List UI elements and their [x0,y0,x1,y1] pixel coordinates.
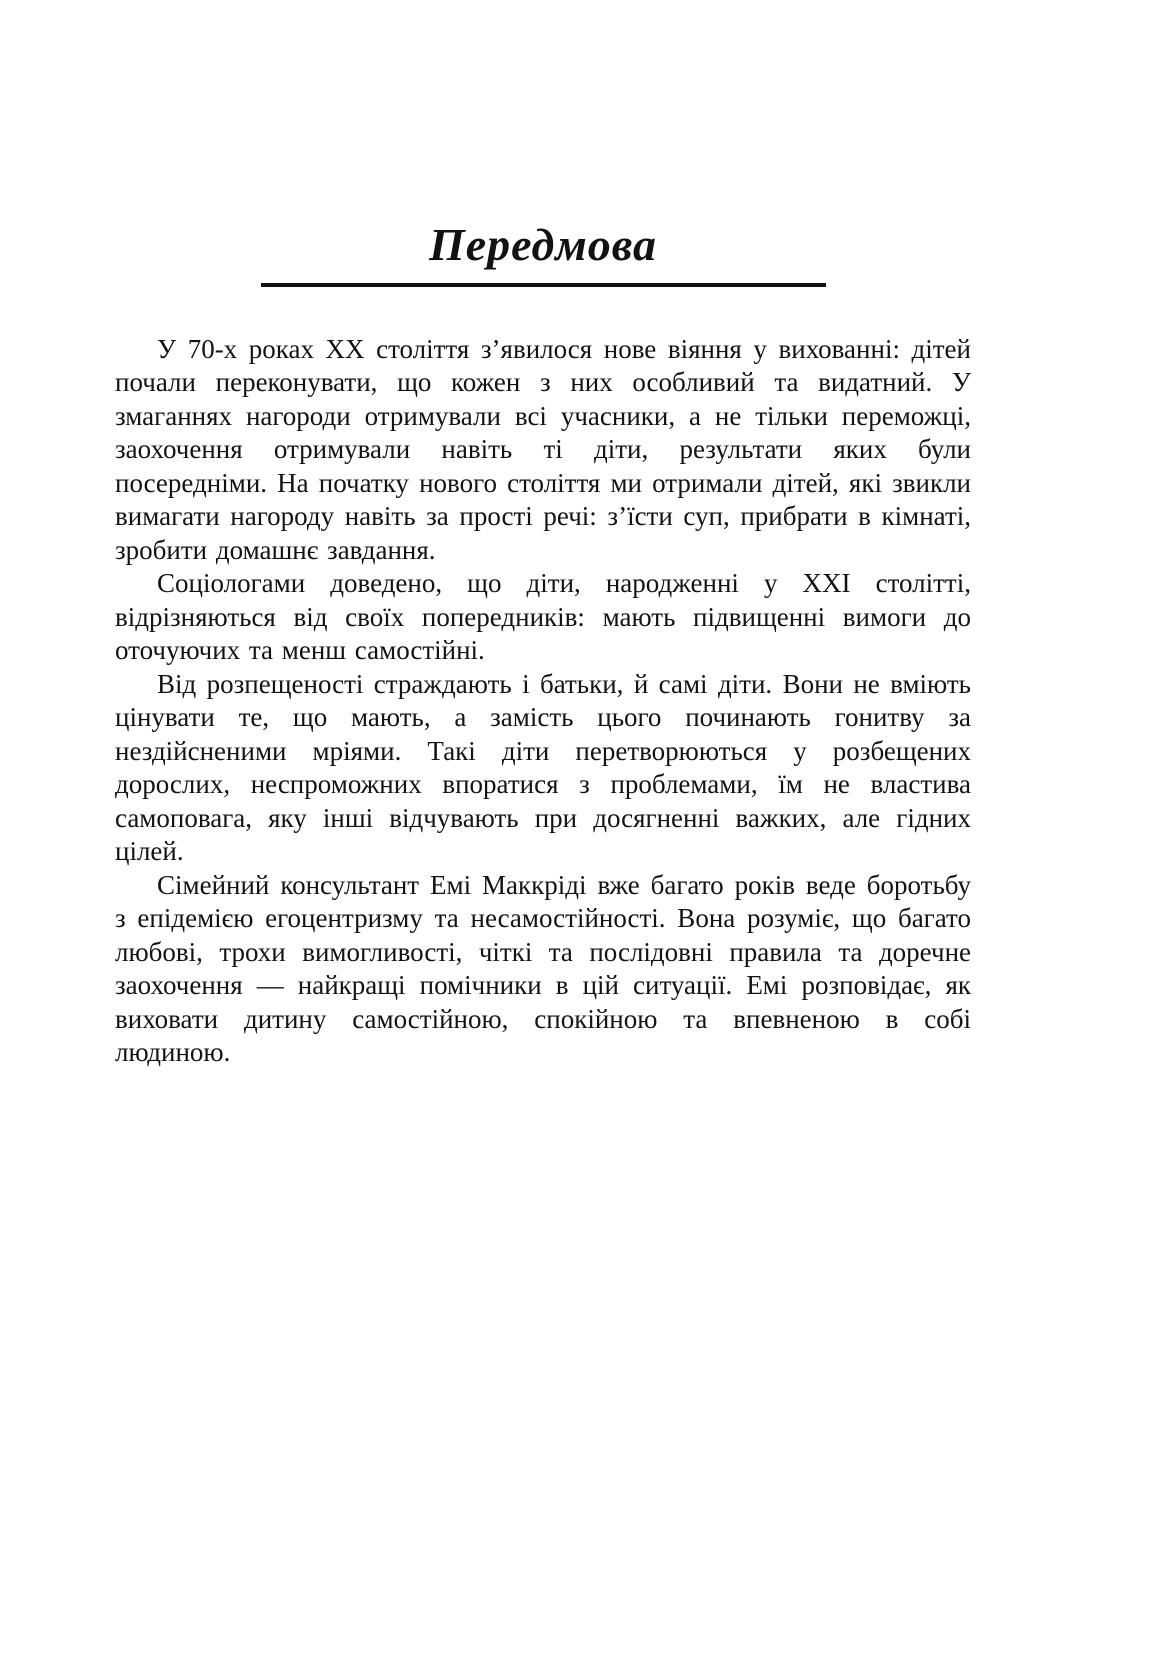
paragraph: У 70-х роках ХХ століття з’явилося нове віяння у вихованні: дітей почали переконувати, що кожен з них особливий та видатний. У змаганнях нагороди отримували всі учасники, а не тільки переможці, заохочення отримували навіть ті діти, результати яких були посередніми. На початку нового століття ми отримали дітей, які звикли вимагати нагороду навіть за прості речі: з’їсти суп, прибрати в кімнаті, зробити домашнє завдання. [115,333,971,565]
paragraph: Сімейний консультант Емі Маккріді вже багато років веде боротьбу з епідемією егоцентризму та несамостійності. Вона розуміє, що багато любові, трохи вимогливості, чіткі та послідовні правила та доречне заохочення — найкращі помічники в цій ситуації. Емі розповідає, як виховати дитину самостійною, спокійною та впевненою в собі людиною. [115,869,971,1068]
paragraph: Від розпещеності страждають і батьки, й самі діти. Вони не вміють цінувати те, що мають, а замість цього починають гонитву за нездійсненими мріями. Такі діти перетворюються у розбещених дорослих, неспроможних впоратися з проблемами, їм не властива самоповага, яку інші відчувають при досягненні важких, але гідних цілей. [115,668,971,867]
chapter-title: Передмова [428,219,658,270]
paragraph: Соціологами доведено, що діти, народженні у XXI столітті, відрізняються від своїх попередників: мають підвищенні вимоги до оточуючих та менш самостійні. [115,568,971,666]
page-content [115,220,971,1070]
body-text [115,333,971,1070]
title-underline-rule [261,283,826,287]
